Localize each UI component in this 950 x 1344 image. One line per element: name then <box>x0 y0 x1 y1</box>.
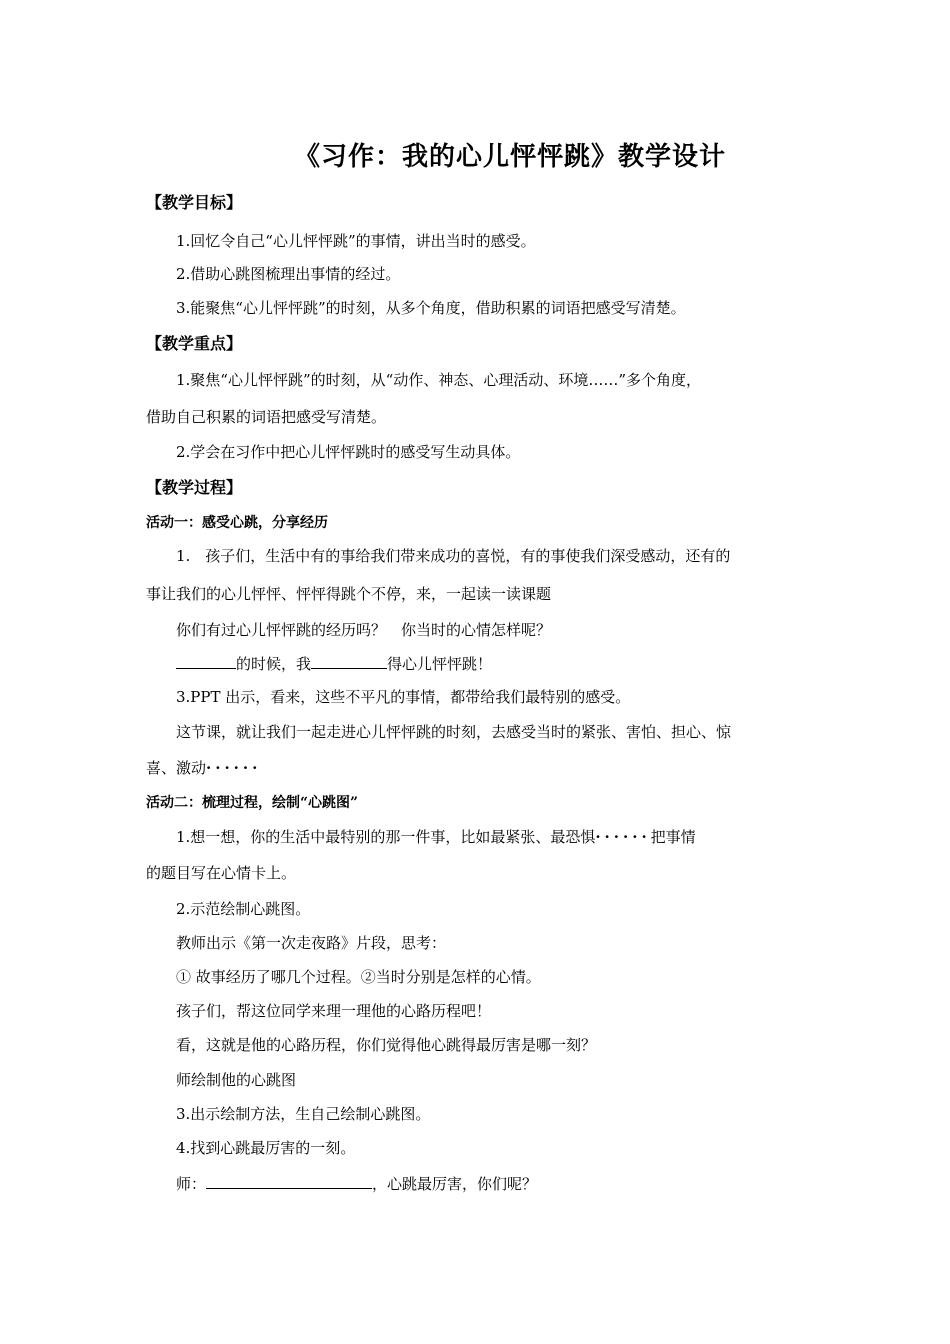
activity-1-para-5-line-1: 这节课，就让我们一起走进心儿怦怦跳的时刻，去感受当时的紧张、害怕、担心、惊 <box>176 723 732 741</box>
goal-item-1: 1.回忆令自己“心儿怦怦跳”的事情，讲出当时的感受。 <box>176 232 536 250</box>
fill-sentence-part-1: 的时候，我 <box>236 655 312 673</box>
section-heading-goals: 【教学目标】 <box>146 193 243 212</box>
activity-2-para-6: 看，这就是他的心路历程，你们觉得他心跳得最厉害是哪一刻？ <box>176 1036 597 1054</box>
goal-item-3: 3.能聚焦“心儿怦怦跳”的时刻，从多个角度，借助积累的词语把感受写清楚。 <box>176 299 686 317</box>
activity-1-fill-sentence <box>176 652 492 675</box>
fill-blank-2 <box>311 652 387 669</box>
activity-2-para-2: 2.示范绘制心跳图。 <box>176 900 311 918</box>
activity-2-title: 活动二：梳理过程，绘制“心跳图” <box>146 795 359 811</box>
para-1-text-a: 1.想一想，你的生活中最特别的那一件事，比如最紧张、最恐惧 <box>176 828 596 846</box>
activity-2-para-9: 4.找到心跳最厉害的一刻。 <box>176 1139 356 1157</box>
activity-2-para-4: ① 故事经历了哪几个过程。②当时分别是怎样的心情。 <box>176 968 541 986</box>
fill-blank-1 <box>176 652 236 669</box>
goal-item-2: 2.借助心跳图梳理出事情的经过。 <box>176 265 401 283</box>
activity-2-para-1-line-1 <box>176 826 696 848</box>
para-10-suffix: ，心跳最厉害，你们呢？ <box>372 1175 538 1193</box>
fill-sentence-part-2: 得心儿怦怦跳！ <box>387 655 493 673</box>
focus-item-1-line-1: 1.聚焦“心儿怦怦跳”的时刻，从“动作、神态、心理活动、环境……”多个角度， <box>176 371 701 389</box>
section-heading-process: 【教学过程】 <box>146 478 243 497</box>
focus-item-1-line-2: 借助自己积累的词语把感受写清楚。 <box>146 408 387 426</box>
para-10-prefix: 师： <box>176 1175 207 1193</box>
fill-blank-3 <box>206 1172 372 1189</box>
activity-1-title: 活动一：感受心跳，分享经历 <box>146 515 328 531</box>
activity-2-para-1-line-2: 的题目写在心情卡上。 <box>146 864 297 882</box>
activity-2-para-7: 师绘制他的心跳图 <box>176 1071 297 1089</box>
ellipsis-dots: ······ <box>595 828 651 846</box>
activity-2-para-10 <box>176 1172 537 1195</box>
section-heading-focus: 【教学重点】 <box>146 334 243 353</box>
ellipsis-dots: ······ <box>206 759 262 777</box>
activity-2-para-5: 孩子们，帮这位同学来理一理他的心路历程吧！ <box>176 1002 492 1020</box>
activity-2-para-8: 3.出示绘制方法，生自己绘制心跳图。 <box>176 1105 431 1123</box>
para-5-text: 喜、激动 <box>146 759 207 777</box>
focus-item-2: 2.学会在习作中把心儿怦怦跳时的感受写生动具体。 <box>176 443 521 461</box>
activity-1-para-2: 你们有过心儿怦怦跳的经历吗？ 你当时的心情怎样呢？ <box>176 621 552 639</box>
activity-1-para-4: 3.PPT 出示，看来，这些不平凡的事情，都带给我们最特别的感受。 <box>176 688 631 706</box>
activity-1-para-1-line-1: 1. 孩子们，生活中有的事给我们带来成功的喜悦，有的事使我们深受感动，还有的 <box>176 547 731 565</box>
para-1-text-b: 把事情 <box>650 828 696 846</box>
activity-1-para-1-line-2: 事让我们的心儿怦怦、怦怦得跳个不停，来，一起读一读课题 <box>146 585 552 603</box>
activity-1-para-5-line-2 <box>146 757 261 779</box>
document-title: 《习作：我的心儿怦怦跳》教学设计 <box>293 142 726 172</box>
activity-2-para-3: 教师出示《第一次走夜路》片段，思考： <box>176 934 447 952</box>
